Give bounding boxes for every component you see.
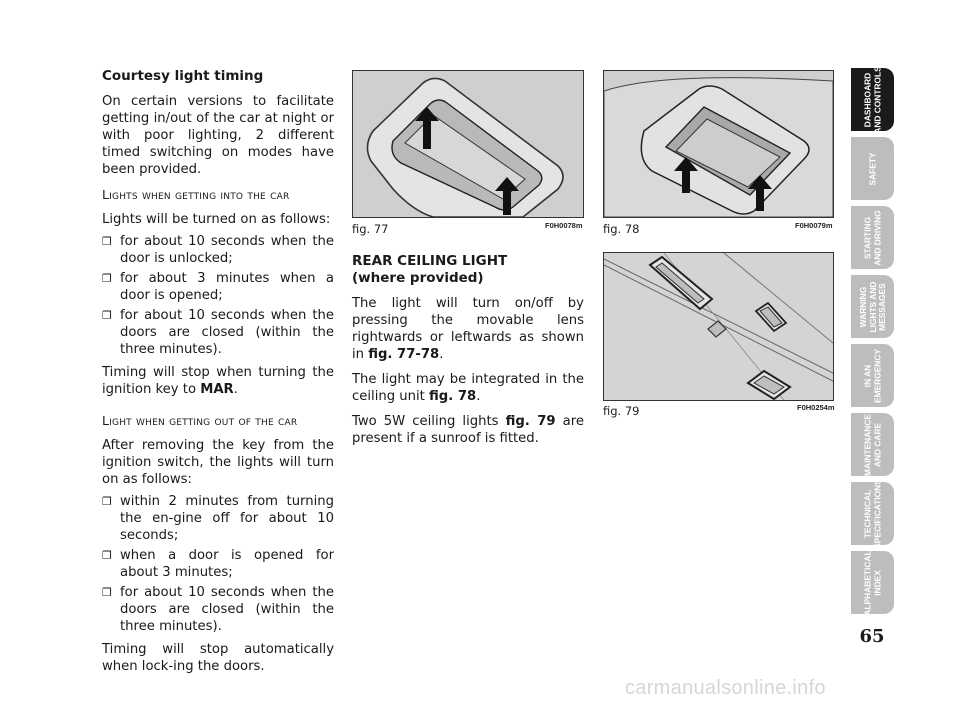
figure-78-label: fig. 78	[603, 222, 640, 236]
rear-ceiling-light-heading: REAR CEILING LIGHT (where provided)	[352, 253, 508, 286]
figure-78-image	[603, 70, 834, 218]
tab-in-an-emergency[interactable]: IN AN EMERGENCY	[851, 344, 894, 407]
figure-78-code: F0H0079m	[795, 221, 833, 230]
figure-77-code: F0H0078m	[545, 221, 583, 230]
list-item: ❐ for about 3 minutes when a door is opened;	[102, 270, 334, 304]
figure-79-code: F0H0254m	[797, 403, 835, 412]
tab-dashboard-and-controls[interactable]: DASHBOARD AND CONTROLS	[851, 68, 894, 131]
subheading-getting-in: Lights when getting into the car	[102, 187, 290, 202]
lock-stop-paragraph: Timing will stop automatically when lock-ing the doors.	[102, 642, 334, 674]
figure-77-label: fig. 77	[352, 222, 389, 236]
paragraph-sunroof: Two 5W ceiling lights fig. 79 are present if a sunroof is fitted.	[352, 414, 585, 446]
figure-79-label: fig. 79	[603, 404, 640, 418]
subheading-getting-out: Light when getting out of the car	[102, 413, 298, 428]
list-item: ❐ when a door is opened for about 3 minutes;	[102, 547, 334, 581]
text-column-left	[102, 68, 334, 683]
paragraph-press-lens: The light will turn on/off by pressing the movable lens rightwards or leftwards as shown in fig. 77-78.	[352, 296, 584, 362]
tab-technical-specifications[interactable]: TECHNICAL SPECIFICATIONS	[851, 482, 894, 545]
figure-79-image	[603, 252, 834, 401]
tab-alphabetical-index[interactable]: ALPHABETICAL INDEX	[851, 551, 894, 614]
tab-safety[interactable]: SAFETY	[851, 137, 894, 200]
ignition-stop-paragraph: Timing will stop when turning the ignition key to MAR.	[102, 365, 334, 397]
lead-getting-in: Lights will be turned on as follows:	[102, 212, 331, 227]
paragraph-ceiling-unit: The light may be integrated in the ceiling unit fig. 78.	[352, 372, 584, 404]
tab-starting-and-driving[interactable]: STARTING AND DRIVING	[851, 206, 894, 269]
intro-paragraph: On certain versions to facilitate getting in/out of the car at night or with poor lighting, 2 different timed switching on modes have been provided.	[102, 94, 334, 177]
lead-getting-out: After removing the key from the ignition switch, the lights will turn on as follows:	[102, 438, 334, 487]
list-getting-in	[102, 233, 334, 358]
page-number: 65	[859, 626, 885, 647]
section-heading-courtesy-timing: Courtesy light timing	[102, 68, 264, 84]
figure-77-image	[352, 70, 584, 218]
tab-maintenance-and-care[interactable]: MAINTENANCE AND CARE	[851, 413, 894, 476]
list-item: ❐ for about 10 seconds when the doors are closed (within the three minutes).	[102, 307, 334, 358]
text-column-middle	[352, 253, 584, 455]
list-item: ❐ for about 10 seconds when the door is unlocked;	[102, 233, 334, 267]
list-item: ❐ for about 10 seconds when the doors are closed (within the three minutes).	[102, 584, 334, 635]
watermark: carmanualsonline.info	[625, 677, 826, 699]
tab-warning-lights[interactable]: WARNING LIGHTS AND MESSAGES	[851, 275, 894, 338]
list-item: ❐ within 2 minutes from turning the en-gine off for about 10 seconds;	[102, 493, 334, 544]
list-getting-out	[102, 493, 334, 635]
